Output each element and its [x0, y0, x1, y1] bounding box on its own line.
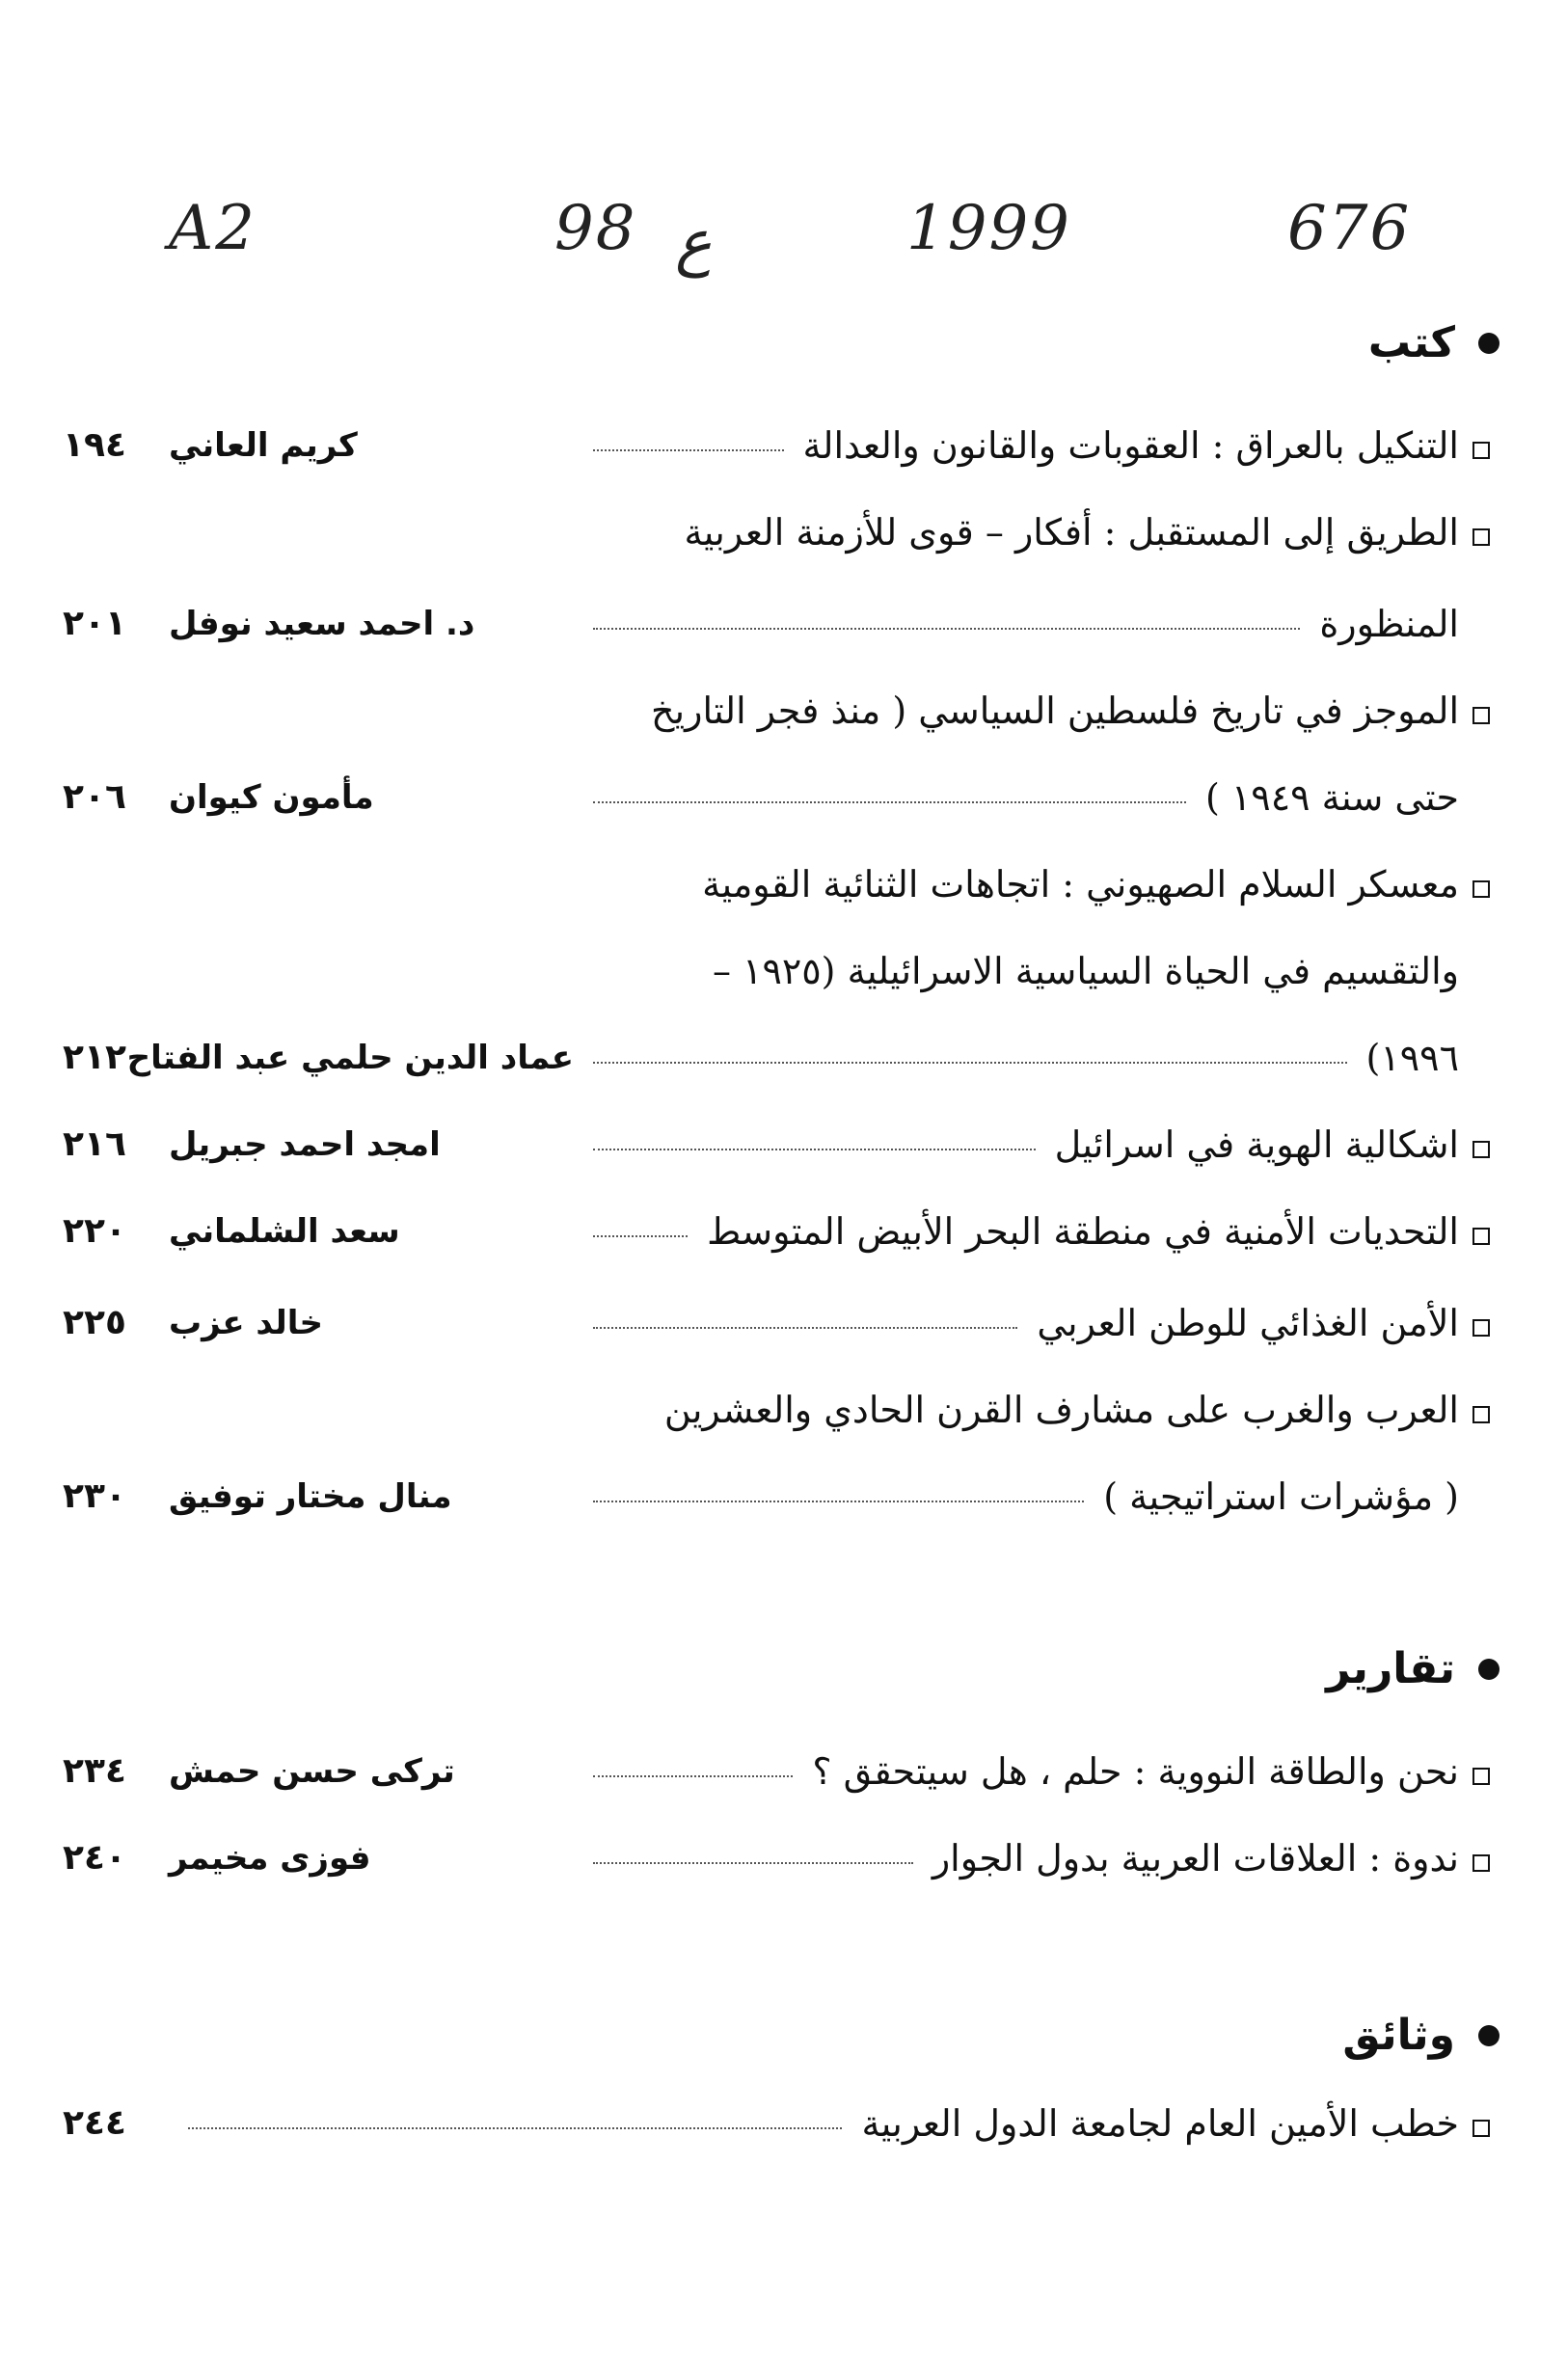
- toc-entry: [63, 482, 1490, 559]
- toc-entry: [63, 1181, 1490, 1258]
- entry-page: ١٩٤: [63, 425, 126, 465]
- entry-title: الأمن الغذائي للوطن العربي: [1037, 1302, 1459, 1344]
- entry-author: عماد الدين حلمي عبد الفتاح: [126, 1039, 574, 1077]
- toc-entry: [63, 395, 1490, 473]
- toc-entry: [63, 661, 1490, 738]
- leader-dots: [593, 1235, 688, 1237]
- entry-title-line2: ( مؤشرات استراتيجية ): [1103, 1475, 1459, 1518]
- entry-title: خطب الأمين العام لجامعة الدول العربية: [861, 2102, 1459, 2145]
- toc-entry-continuation: [63, 1447, 1490, 1524]
- toc-entry: [63, 834, 1490, 911]
- toc-entry-continuation: [63, 1008, 1490, 1085]
- leader-dots: [593, 801, 1186, 803]
- entry-title-line3: ١٩٩٦): [1365, 1037, 1459, 1079]
- entry-author: امجد احمد جبريل: [169, 1125, 441, 1164]
- section-heading-reports: [1326, 1644, 1499, 1693]
- entry-author: سعد الشلماني: [169, 1212, 400, 1251]
- checkbox-square-icon: [1472, 1141, 1490, 1158]
- section-heading-books: [1368, 318, 1499, 367]
- checkbox-square-icon: [1472, 528, 1490, 546]
- entry-page: ٢٤٤: [63, 2103, 126, 2143]
- entry-title-line1: العرب والغرب على مشارف القرن الحادي والعشرين: [663, 1389, 1459, 1431]
- entry-author: تركى حسن حمش: [169, 1752, 455, 1791]
- entry-page: ٢١٦: [63, 1124, 126, 1164]
- handwritten-id: 676: [1287, 193, 1412, 264]
- entry-page: ٢٢٥: [63, 1303, 126, 1342]
- bullet-icon: [1478, 2025, 1499, 2046]
- leader-dots: [593, 1501, 1084, 1502]
- leader-dots: [593, 1862, 913, 1864]
- handwritten-letter: ع: [675, 207, 713, 279]
- checkbox-square-icon: [1472, 442, 1490, 459]
- leader-dots: [593, 628, 1300, 630]
- entry-page: ٢٠٦: [63, 777, 126, 817]
- entry-title: التنكيل بالعراق : العقوبات والقانون والعدالة: [802, 424, 1459, 467]
- toc-entry: [63, 1808, 1490, 1885]
- section-heading-documents: [1342, 2011, 1499, 2060]
- entry-title-line1: الموجز في تاريخ فلسطين السياسي ( منذ فجر التاريخ: [651, 690, 1459, 732]
- entry-title: التحديات الأمنية في منطقة البحر الأبيض المتوسط: [707, 1210, 1459, 1253]
- entry-page: ٢٣٠: [63, 1476, 126, 1516]
- checkbox-square-icon: [1472, 880, 1490, 898]
- entry-title-line1: الطريق إلى المستقبل : أفكار – قوى للأزمنة العربية: [684, 511, 1459, 554]
- entry-title: نحن والطاقة النووية : حلم ، هل سيتحقق ؟: [812, 1750, 1459, 1793]
- entry-author: كريم العاني: [169, 426, 358, 465]
- handwritten-number: 98: [554, 193, 637, 264]
- entry-author: خالد عزب: [169, 1304, 324, 1342]
- entry-title-line2: حتى سنة ١٩٤٩ ): [1204, 776, 1459, 819]
- entry-title: ندوة : العلاقات العربية بدول الجوار: [932, 1837, 1459, 1880]
- entry-title-line2: المنظورة: [1319, 603, 1459, 645]
- toc-entry: [63, 1273, 1490, 1350]
- bullet-icon: [1478, 333, 1499, 354]
- handwritten-year: 1999: [906, 193, 1071, 264]
- entry-page: ٢٤٠: [63, 1838, 126, 1878]
- checkbox-square-icon: [1472, 1406, 1490, 1423]
- entry-title-line1: معسكر السلام الصهيوني : اتجاهات الثنائية القومية: [702, 863, 1459, 906]
- leader-dots: [188, 2127, 842, 2129]
- checkbox-square-icon: [1472, 2120, 1490, 2137]
- leader-dots: [593, 1149, 1036, 1150]
- checkbox-square-icon: [1472, 1854, 1490, 1872]
- leader-dots: [593, 1775, 793, 1777]
- entry-page: ٢٠١: [63, 604, 126, 643]
- section-title-books: كتب: [1367, 318, 1455, 367]
- leader-dots: [593, 1327, 1017, 1329]
- bullet-icon: [1478, 1659, 1499, 1680]
- entry-author: مأمون كيوان: [169, 778, 374, 817]
- toc-entry-continuation: [63, 747, 1490, 825]
- entry-author: فوزى مخيمر: [169, 1839, 371, 1878]
- checkbox-square-icon: [1472, 1319, 1490, 1337]
- section-title-documents: وثائق: [1342, 2011, 1455, 2060]
- leader-dots: [593, 1062, 1347, 1064]
- handwritten-code: A2: [169, 193, 257, 264]
- checkbox-square-icon: [1472, 1768, 1490, 1785]
- toc-entry-continuation: [63, 921, 1490, 998]
- entry-title-line2: والتقسيم في الحياة السياسية الاسرائيلية (١٩٢٥ –: [712, 950, 1459, 992]
- toc-entry: [63, 1095, 1490, 1172]
- toc-entry: [63, 1360, 1490, 1437]
- toc-entry: [63, 2073, 1490, 2150]
- entry-page: ٢٣٤: [63, 1751, 126, 1791]
- entry-author: منال مختار توفيق: [169, 1477, 452, 1516]
- toc-entry: [63, 1721, 1490, 1799]
- checkbox-square-icon: [1472, 707, 1490, 724]
- entry-author: د. احمد سعيد نوفل: [169, 605, 475, 643]
- toc-entry-continuation: [63, 574, 1490, 651]
- entry-title: اشكالية الهوية في اسرائيل: [1054, 1123, 1459, 1166]
- checkbox-square-icon: [1472, 1228, 1490, 1245]
- entry-page: ٢١٢: [63, 1038, 126, 1077]
- entry-page: ٢٢٠: [63, 1211, 126, 1251]
- leader-dots: [593, 449, 784, 451]
- section-title-reports: تقارير: [1326, 1644, 1455, 1693]
